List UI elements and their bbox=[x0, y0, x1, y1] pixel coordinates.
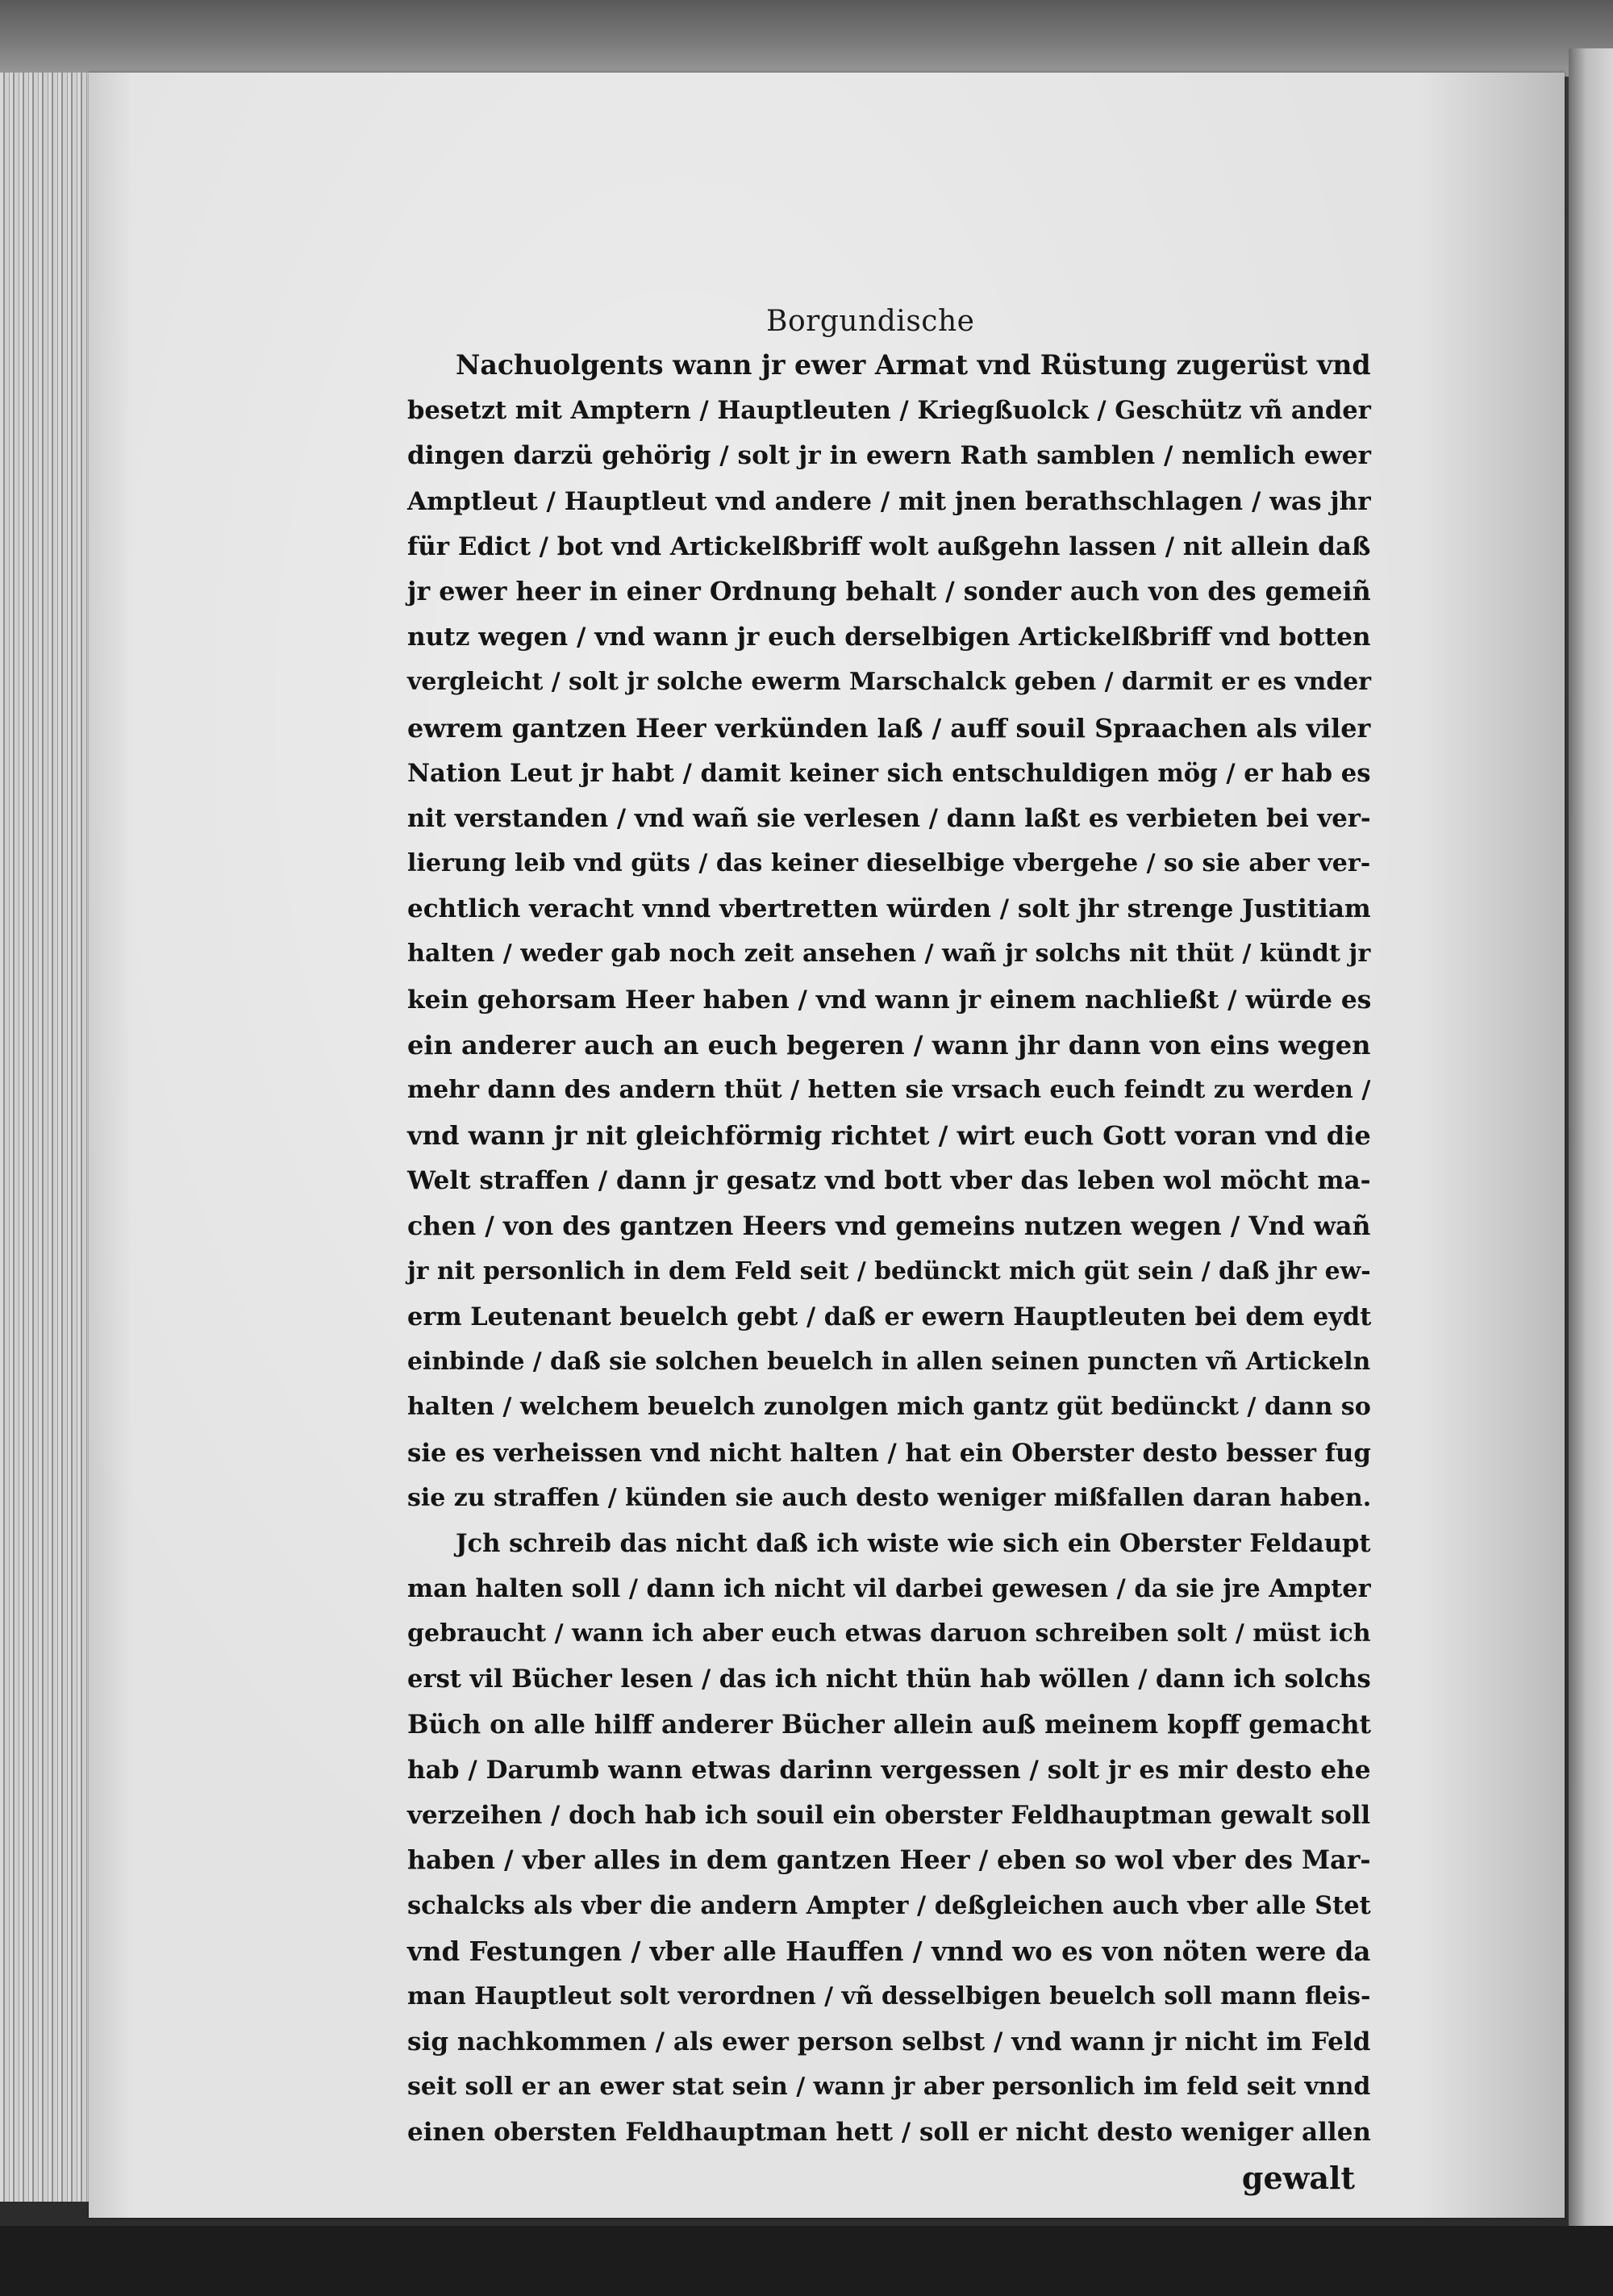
text-line: Büch on alle hilff anderer Bücher allein auß meinem kopff gemacht bbox=[407, 1710, 1372, 1740]
body-text bbox=[407, 343, 1371, 2201]
text-line: vergleicht / solt jr solche ewerm Marschalck geben / darmit er es vnder bbox=[407, 668, 1372, 697]
text-line: Nation Leut jr habt / damit keiner sich entschuldigen mög / er hab es bbox=[407, 758, 1371, 788]
text-line: halten / welchem beuelch zunolgen mich gantz güt bedünckt / dann so bbox=[407, 1393, 1371, 1422]
text-line: jr nit personlich in dem Feld seit / bedünckt mich güt sein / daß jhr ew- bbox=[407, 1256, 1371, 1286]
text-line: mehr dann des andern thüt / hetten sie vrsach euch feindt zu werden / bbox=[407, 1076, 1371, 1104]
text-line: verzeihen / doch hab ich souil ein oberster Feldhauptman gewalt soll bbox=[407, 1801, 1371, 1830]
text-line: man Hauptleut solt verordnen / vñ desselbigen beuelch soll mann fleis- bbox=[407, 1981, 1371, 2011]
text-line: Amptleut / Hauptleut vnd andere / mit jnen berathschlagen / was jhr bbox=[407, 486, 1371, 516]
text-line: erm Leutenant beuelch gebt / daß er ewern Hauptleuten bei dem eydt bbox=[407, 1302, 1372, 1331]
stacked-page-edges bbox=[0, 73, 97, 2202]
text-line: ewrem gantzen Heer verkünden laß / auff souil Spraachen als viler bbox=[407, 712, 1371, 744]
text-line: vnd wann jr nit gleichförmig richtet / wirt euch Gott voran vnd die bbox=[407, 1120, 1371, 1152]
text-line: gebraucht / wann ich aber euch etwas daruon schreiben solt / müst ich bbox=[407, 1619, 1371, 1648]
text-line: schalcks als vber die andern Ampter / deßgleichen auch vber alle Stet bbox=[407, 1891, 1371, 1921]
text-line: chen / von des gantzen Heers vnd gemeins nutzen wegen / Vnd wañ bbox=[407, 1211, 1371, 1241]
text-line: kein gehorsam Heer haben / vnd wann jr einem nachließt / würde es bbox=[407, 985, 1372, 1015]
text-line: echtlich veracht vnnd vbertretten würden / solt jhr strenge Justitiam bbox=[407, 894, 1371, 924]
catchword: gewalt bbox=[1241, 2159, 1355, 2196]
text-line: seit soll er an ewer stat sein / wann jr aber personlich im feld seit vnnd bbox=[407, 2073, 1371, 2102]
text-line: Welt straffen / dann jr gesatz vnd bott vber das leben wol möcht ma- bbox=[407, 1166, 1371, 1196]
text-line: sie es verheissen vnd nicht halten / hat ein Oberster desto besser fug bbox=[407, 1438, 1371, 1468]
adjacent-page-edge bbox=[1569, 48, 1613, 2226]
scan-background-bottom bbox=[0, 2226, 1613, 2296]
text-line: ein anderer auch an euch begeren / wann jhr dann von eins wegen bbox=[407, 1029, 1371, 1060]
text-line: jr ewer heer in einer Ordnung behalt / sonder auch von des gemeiñ bbox=[407, 576, 1371, 606]
text-line: man halten soll / dann ich nicht vil darbei gewesen / da sie jre Ampter bbox=[407, 1574, 1371, 1604]
text-line: einbinde / daß sie solchen beuelch in allen seinen puncten vñ Artickeln bbox=[407, 1348, 1371, 1377]
text-line: vnd Festungen / vber alle Hauffen / vnnd wo es von nöten were da bbox=[407, 1935, 1371, 1967]
text-line: lierung leib vnd güts / das keiner dieselbige vbergehe / so sie aber ver- bbox=[407, 849, 1371, 878]
text-line: für Edict / bot vnd Artickelßbriff wolt außgehn lassen / nit allein daß bbox=[407, 531, 1371, 561]
text-line: hab / Darumb wann etwas darinn vergessen / solt jr es mir desto ehe bbox=[407, 1755, 1371, 1785]
binding-top-edge bbox=[0, 0, 1613, 77]
text-line: haben / vber alles in dem gantzen Heer / eben so wol vber des Mar- bbox=[407, 1845, 1371, 1876]
text-line: dingen darzü gehörig / solt jr in ewern Rath samblen / nemlich ewer bbox=[407, 441, 1371, 471]
text-line: besetzt mit Amptern / Hauptleuten / Kriegßuolck / Geschütz vñ ander bbox=[407, 396, 1371, 426]
text-line: Jch schreib das nicht daß ich wiste wie sich ein Oberster Feldaupt bbox=[456, 1528, 1371, 1558]
text-line: halten / weder gab noch zeit ansehen / wañ jr solchs nit thüt / kündt jr bbox=[407, 940, 1371, 969]
text-line: einen obersten Feldhauptman hett / soll er nicht desto weniger allen bbox=[407, 2118, 1371, 2148]
text-line: Nachuolgents wann jr ewer Armat vnd Rüstung zugerüst vnd bbox=[456, 349, 1371, 381]
text-line: nit verstanden / vnd wañ sie verlesen / dann laßt es verbieten bei ver- bbox=[407, 803, 1371, 833]
running-header: Borgundische bbox=[766, 305, 975, 338]
text-line: nutz wegen / vnd wann jr euch derselbigen Artickelßbriff vnd botten bbox=[407, 623, 1371, 652]
text-line: erst vil Bücher lesen / das ich nicht thün hab wöllen / dann ich solchs bbox=[407, 1665, 1371, 1694]
text-line: sie zu straffen / künden sie auch desto weniger mißfallen daran haben. bbox=[407, 1483, 1372, 1512]
text-line: sig nachkommen / als ewer person selbst / vnd wann jr nicht im Feld bbox=[407, 2027, 1371, 2056]
